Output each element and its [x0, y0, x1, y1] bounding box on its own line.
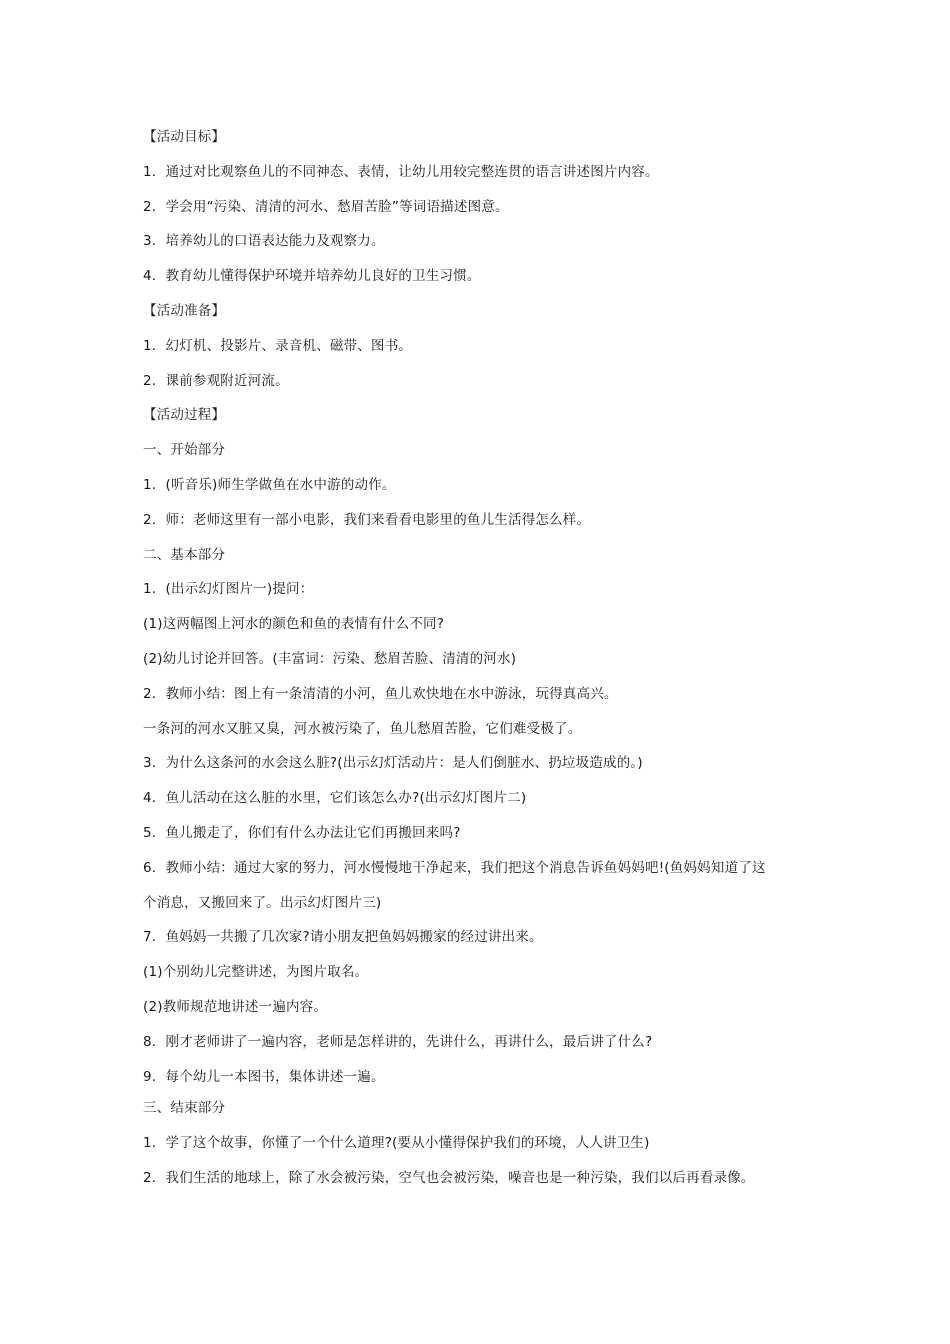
basic-item-4: 4．鱼儿活动在这么脏的水里，它们该怎么办?(出示幻灯图片二): [143, 790, 527, 806]
heading-activity-preparation: 【活动准备】: [143, 303, 226, 319]
end-item-2: 2．我们生活的地球上，除了水会被污染，空气也会被污染，噪音也是一种污染，我们以后再看录像。: [143, 1170, 755, 1186]
basic-item-6-continued: 个消息，又搬回来了。出示幻灯图片三): [143, 895, 382, 911]
basic-item-3: 3．为什么这条河的水会这么脏?(出示幻灯活动片：是人们倒脏水、扔垃圾造成的。): [143, 755, 643, 771]
goal-item-4: 4．教育幼儿懂得保护环境并培养幼儿良好的卫生习惯。: [143, 268, 481, 284]
basic-item-6: 6．教师小结：通过大家的努力，河水慢慢地干净起来，我们把这个消息告诉鱼妈妈吧!(鱼妈妈知道了这: [143, 860, 766, 876]
basic-item-5: 5．鱼儿搬走了，你们有什么办法让它们再搬回来吗?: [143, 825, 461, 841]
end-item-1: 1．学了这个故事，你懂了一个什么道理?(要从小懂得保护我们的环境，人人讲卫生): [143, 1135, 650, 1151]
basic-item-2-continued: 一条河的河水又脏又臭，河水被污染了，鱼儿愁眉苦脸，它们难受极了。: [143, 721, 582, 737]
basic-item-7-sub-1: (1)个别幼儿完整讲述，为图片取名。: [143, 964, 369, 980]
heading-activity-process: 【活动过程】: [143, 407, 226, 423]
start-item-2: 2．师：老师这里有一部小电影，我们来看看电影里的鱼儿生活得怎么样。: [143, 512, 591, 528]
basic-item-7-sub-2: (2)教师规范地讲述一遍内容。: [143, 999, 328, 1015]
section-basic: 二、基本部分: [143, 547, 226, 563]
basic-subitem-1: (1)这两幅图上河水的颜色和鱼的表情有什么不同?: [143, 616, 445, 632]
basic-subitem-2: (2)幼儿讨论并回答。(丰富词：污染、愁眉苦脸、清清的河水): [143, 651, 517, 667]
section-end: 三、结束部分: [143, 1100, 226, 1116]
basic-item-8: 8．刚才老师讲了一遍内容，老师是怎样讲的，先讲什么，再讲什么，最后讲了什么?: [143, 1034, 653, 1050]
goal-item-1: 1．通过对比观察鱼儿的不同神态、表情，让幼儿用较完整连贯的语言讲述图片内容。: [143, 164, 659, 180]
section-start: 一、开始部分: [143, 442, 226, 458]
goal-item-2: 2．学会用“污染、清清的河水、愁眉苦脸”等词语描述图意。: [143, 199, 509, 215]
basic-item-2: 2．教师小结：图上有一条清清的小河，鱼儿欢快地在水中游泳，玩得真高兴。: [143, 686, 618, 702]
basic-item-1: 1．(出示幻灯图片一)提问：: [143, 581, 314, 597]
preparation-item-2: 2．课前参观附近河流。: [143, 373, 289, 389]
start-item-1: 1．(听音乐)师生学做鱼在水中游的动作。: [143, 477, 396, 493]
goal-item-3: 3．培养幼儿的口语表达能力及观察力。: [143, 233, 385, 249]
preparation-item-1: 1．幻灯机、投影片、录音机、磁带、图书。: [143, 338, 413, 354]
heading-activity-goals: 【活动目标】: [143, 129, 226, 145]
basic-item-9: 9．每个幼儿一本图书，集体讲述一遍。: [143, 1069, 385, 1085]
basic-item-7: 7．鱼妈妈一共搬了几次家?请小朋友把鱼妈妈搬家的经过讲出来。: [143, 929, 543, 945]
